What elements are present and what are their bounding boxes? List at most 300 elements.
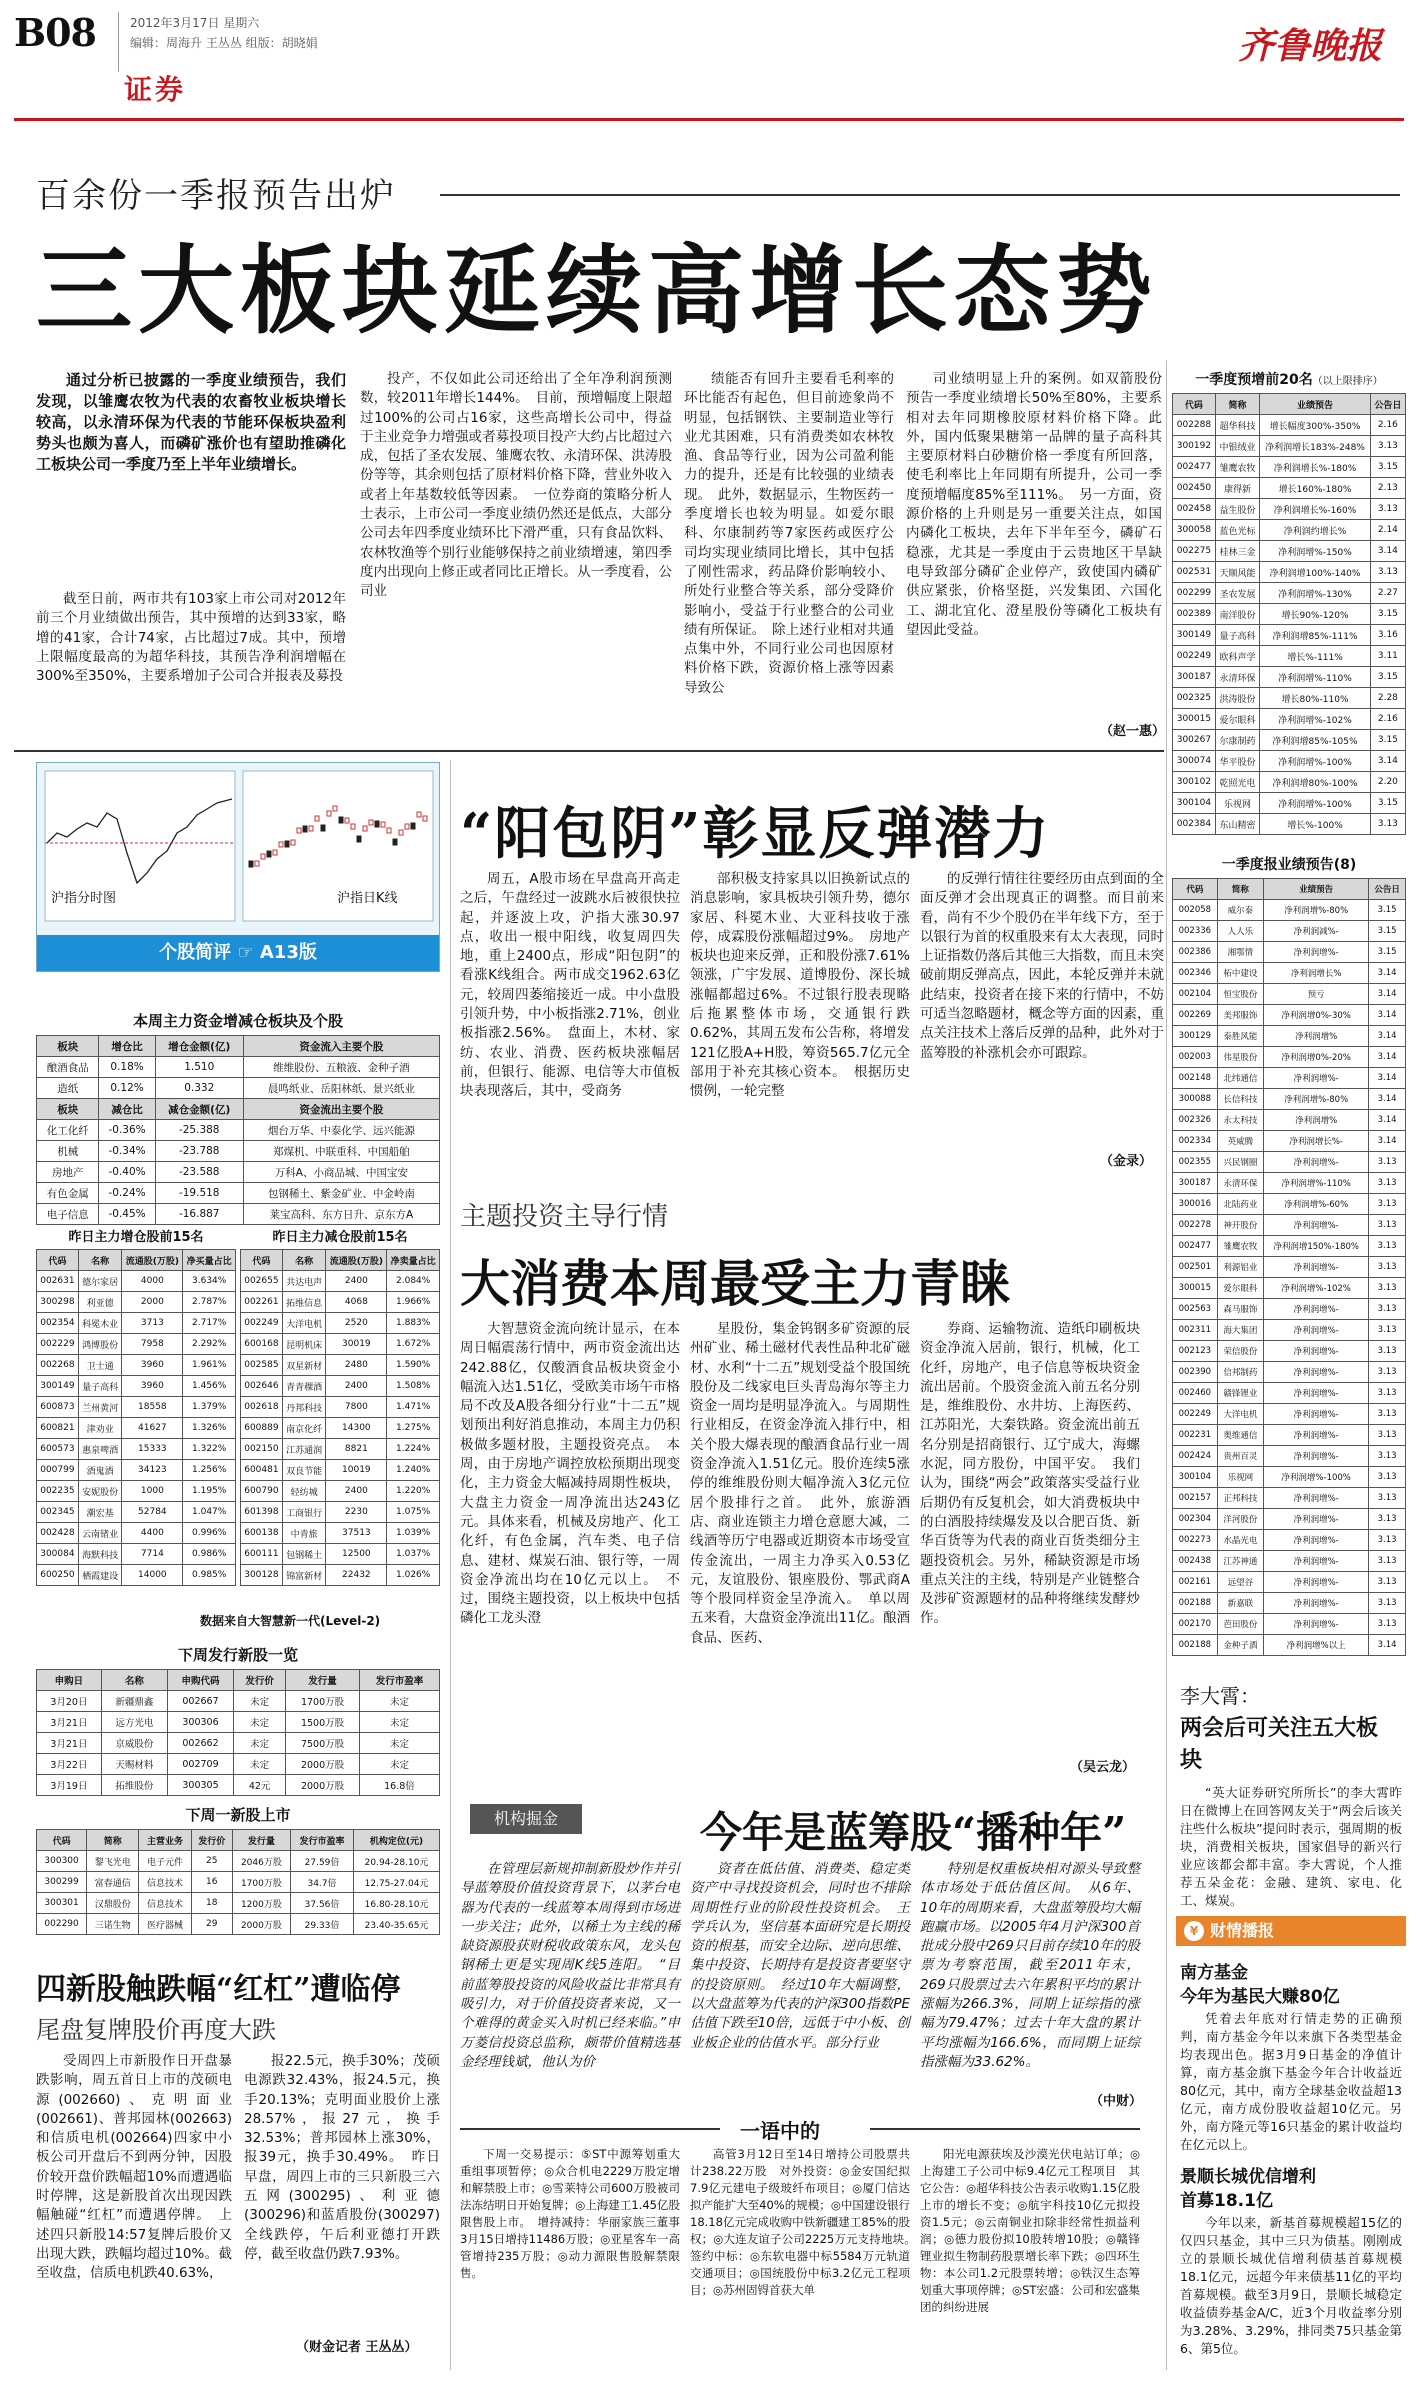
dec-cell: 002249 [241, 1313, 283, 1334]
flow-in-header: 增仓金额(亿) [155, 1036, 243, 1057]
flow-out-row [37, 1162, 440, 1183]
top20-cell: 圣农发展 [1215, 583, 1260, 604]
side-row [1173, 921, 1406, 942]
dec-row [241, 1313, 440, 1334]
inc-cell: 3.634% [183, 1271, 236, 1292]
side-header-3: 公告日 [1369, 879, 1406, 900]
inc-cell: 18558 [122, 1397, 183, 1418]
arrow-icon: ☞ [237, 942, 254, 963]
side-cell: 3.14 [1369, 1089, 1406, 1110]
top20-cell: 永清环保 [1215, 667, 1260, 688]
kline-candle [261, 854, 265, 859]
inc-row [37, 1565, 236, 1586]
flow-in-header: 资金流入主要个股 [243, 1036, 439, 1057]
kline-candle [285, 841, 289, 847]
side-cell: 300129 [1173, 1026, 1218, 1047]
top20-cell: 300187 [1173, 667, 1216, 688]
top20-cell: 2.20 [1370, 772, 1405, 793]
side-cell: 芭田股份 [1217, 1614, 1263, 1635]
dec-row [241, 1397, 440, 1418]
side-cell: 3.13 [1369, 1488, 1406, 1509]
side-row [1173, 1215, 1406, 1236]
side-row [1173, 1341, 1406, 1362]
dec-cell: 1.471% [387, 1397, 440, 1418]
ipo-week-title: 下周发行新股一览 [177, 1646, 298, 1664]
side-cell: 奥维通信 [1217, 1425, 1263, 1446]
inc-header-3: 净买量占比 [183, 1250, 236, 1271]
top20-cell: 2.16 [1370, 709, 1405, 730]
ipo-row [37, 1691, 440, 1712]
listing-header-1: 简称 [87, 1830, 139, 1851]
dec-cell: 1.590% [387, 1355, 440, 1376]
dec-row [241, 1565, 440, 1586]
kline-candle [303, 826, 307, 832]
side-row [1173, 984, 1406, 1005]
kline-candle [417, 812, 421, 817]
header-divider [118, 12, 119, 72]
ipo-cell: 3月20日 [37, 1691, 102, 1712]
inc-cell: 2000 [122, 1292, 183, 1313]
inc-cell: 惠泉啤酒 [78, 1439, 122, 1460]
side-cell: 3.13 [1369, 1614, 1406, 1635]
story1-col2: 投产，不仅如此公司还给出了全年净利润预测数，较2011年增长144%。 目前，预增幅度上限超过100%的公司占16家，这些高增长公司中，得益于主业竞争力增强或者募投项目投产大约占比超过六成，包括了圣农发展、雏鹰农牧、永清环保、洪涛股份等等，其余则包括了原材料价格下降，营业外收入或者上年基数较低等因素。 一位券商的策略分析人士表示，上市公司一季度业绩仍然还是低点，大部分公司去年四季度业绩环比下滑严重，只有食品饮料、农林牧渔等个别行业能够保持之前业绩增速，第四季度内出现向上修正或者同比正增长。从一季度看，公司业 [360, 371, 672, 600]
side-row [1173, 1530, 1406, 1551]
top20-header-3: 公告日 [1370, 394, 1405, 415]
dec-cell: 1.672% [387, 1334, 440, 1355]
side-cell: 3.13 [1369, 1446, 1406, 1467]
side-cell: 净利润增长%- [1264, 1131, 1369, 1152]
top20-cell: 尔康制药 [1215, 730, 1260, 751]
side-cell: 净利润增%- [1264, 1488, 1369, 1509]
dec-row [241, 1292, 440, 1313]
ipo-header-2: 申购代码 [167, 1670, 233, 1691]
top20-row [1173, 730, 1406, 751]
top20-row [1173, 583, 1406, 604]
ipo-cell: 未定 [359, 1712, 439, 1733]
inc-cell: 002345 [37, 1502, 79, 1523]
side-cell: 长信科技 [1217, 1089, 1263, 1110]
inc-cell: 1.047% [183, 1502, 236, 1523]
inc-row [37, 1397, 236, 1418]
top20-cell: 300074 [1173, 751, 1216, 772]
ipo-cell: 未定 [234, 1712, 286, 1733]
top20-cell: 雏鹰农牧 [1215, 457, 1260, 478]
kline-candle [249, 861, 253, 867]
section-title: 证券 [124, 73, 187, 106]
inc-row [37, 1502, 236, 1523]
top20-cell: 净利润增85%-111% [1260, 625, 1370, 646]
side-cell: 威尔泰 [1217, 900, 1263, 921]
paper-logo: 齐鲁晚报 [1238, 25, 1383, 67]
dec-cell: 1.039% [387, 1523, 440, 1544]
side-cell: 净利润增%-60% [1264, 1194, 1369, 1215]
top20-cell: 2.28 [1370, 688, 1405, 709]
top20-row [1173, 415, 1406, 436]
market-chart-svg [37, 763, 441, 933]
side-cell: 净利润增%-80% [1264, 900, 1369, 921]
capital-flow-box [36, 1006, 440, 1225]
dec-cell: 昆明机床 [282, 1334, 326, 1355]
inc-cell: 41627 [122, 1418, 183, 1439]
listing-row [37, 1851, 440, 1872]
side-cell: 3.14 [1369, 1005, 1406, 1026]
top20-cell: 2.16 [1370, 415, 1405, 436]
top20-cell: 净利润增%-100% [1260, 793, 1370, 814]
side-cell: 雏鹰农牧 [1217, 1236, 1263, 1257]
top20-cell: 华平股份 [1215, 751, 1260, 772]
top20-cell: 002384 [1173, 814, 1216, 835]
kline-candle [351, 824, 355, 829]
masthead-rule [14, 118, 1404, 121]
flow-out-cell: 电子信息 [37, 1204, 99, 1225]
side-cell: 002501 [1173, 1257, 1218, 1278]
dec-cell: 14300 [326, 1418, 387, 1439]
side-cell: 300088 [1173, 1089, 1218, 1110]
flow-out-row [37, 1120, 440, 1141]
inc-cell: 600821 [37, 1418, 79, 1439]
side-cell: 净利润增%- [1264, 1551, 1369, 1572]
flow-out-cell: -0.36% [99, 1120, 155, 1141]
flow-out-cell: -0.45% [99, 1204, 155, 1225]
dec-cell: 7800 [326, 1397, 387, 1418]
side-cell: 002304 [1173, 1509, 1218, 1530]
dec-row [241, 1502, 440, 1523]
side-cell: 3.14 [1369, 1068, 1406, 1089]
top20-cell: 乾照光电 [1215, 772, 1260, 793]
inc-cell: 600573 [37, 1439, 79, 1460]
side-cell: 柘中建设 [1217, 963, 1263, 984]
side-cell: 净利润增150%-180% [1264, 1236, 1369, 1257]
inc-cell: 潮宏基 [78, 1502, 122, 1523]
story5-col3: 特别是权重板块相对源头导致整体市场处于低估值区间。 从6年、10年的周期来看，大盘蓝筹股均大幅跑赢市场。以2005年4月沪深300首批成分股中269只目前存续10年的股票为考察范围，截至2011年末，269只股票过去六年累积平均的累计涨幅为266.3%，同期上证综指的涨幅为79.47%；过去十年大盘的累计平均涨幅为166.6%，而同期上证综指涨幅为33.62%。 [920, 1861, 1140, 2070]
story4-byline: （吴云龙） [1070, 1760, 1136, 1775]
side-cell: 净利润增%- [1264, 1362, 1369, 1383]
ipo-cell: 新疆鼎鑫 [101, 1691, 167, 1712]
dec-cell: 1.883% [387, 1313, 440, 1334]
top20-cell: 净利润增长%-180% [1260, 457, 1370, 478]
side-row [1173, 963, 1406, 984]
side-row [1173, 1278, 1406, 1299]
listing-cell: 25 [191, 1851, 232, 1872]
story5-col2: 资者在低估值、消费类、稳定类资产中寻找投资机会，同时也不排除周期性行业的阶段性投资机会。 王学兵认为，坚信基本面研究是长期投资的根基，而安全边际、逆向思维、集中投资、长期持有是投资者要坚守的投资原则。 经过10年大幅调整，以大盘蓝筹为代表的沪深300指数PE估值下跌至10倍，远低于中小板、创业板企业的估值水平。部分行业 [690, 1861, 910, 2051]
flow-out-cell: 万科A、小商品城、中国宝安 [243, 1162, 439, 1183]
dec-cell: 1.224% [387, 1439, 440, 1460]
side-cell: 利源铝业 [1217, 1257, 1263, 1278]
side-row [1173, 1383, 1406, 1404]
ipo-cell: 002662 [167, 1733, 233, 1754]
stock-review-banner[interactable]: 个股简评 ☞ A13版 [37, 935, 439, 971]
side-cell: 002438 [1173, 1551, 1218, 1572]
side-cell: 002104 [1173, 984, 1218, 1005]
top20-cell: 净利润增%-130% [1260, 583, 1370, 604]
story4-col1: 大智慧资金流向统计显示，在本周日幅震荡行情中，两市资金流出达242.88亿，仅酸酒食品板块资金小幅流入达1.51亿，受欧美市场午市格局不改及A股各细分行业“十二五”规划预出利好消息推动，本周主力仍积极做多题材股，主题投资亮点。 本周，由于房地产调控放松预期出现变化，主力资金大幅减持周期性板块，大盘主力资金一周净流出达243亿元。具体来看，机械及房地产、化工化纤，有色金属，汽车类、电子信息、建材、煤炭石油、银行等，一周资金净流出均在10亿元以上。 不过，围绕主题投资，以上板块中包括磷化工龙头澄 [460, 1321, 680, 1627]
top20-table-box [1172, 365, 1406, 835]
side-cell: 002170 [1173, 1614, 1218, 1635]
side-cell: 3.13 [1369, 1278, 1406, 1299]
top20-cell: 300192 [1173, 436, 1216, 457]
side-cell: 002058 [1173, 900, 1218, 921]
story5-tag: 机构掘金 [470, 1804, 582, 1834]
date-line: 2012年3月17日 星期六 [130, 16, 260, 30]
expert-headline: 两会后可关注五大板块 [1180, 1715, 1379, 1773]
top20-cell: 3.11 [1370, 646, 1405, 667]
fund-body1: 凭着去年底对行情走势的正确预判，南方基金今年以来旗下各类型基金均表现出色。据3月9日基金的净值计算，南方基金旗下基金今年合计收益近80亿元，其中，南方全球基金收益超13亿元，南方成份股收益超10亿元。另外，南方隆元等16只基金的累计收益均在亿元以上。 [1180, 2011, 1402, 2152]
side-cell: 002188 [1173, 1635, 1218, 1656]
listing-cell: 12.75-27.04元 [354, 1872, 440, 1893]
inc-cell: 量子高科 [78, 1376, 122, 1397]
flow-in-header-row [37, 1036, 440, 1057]
side-cell: 3.14 [1369, 1110, 1406, 1131]
inc-row [37, 1481, 236, 1502]
kline-candle [369, 820, 373, 825]
flow-out-row [37, 1183, 440, 1204]
dec-cell: 包钢稀土 [282, 1544, 326, 1565]
inc-row [37, 1460, 236, 1481]
side-cell: 湘鄂情 [1217, 942, 1263, 963]
top20-row [1173, 520, 1406, 541]
ipo-cell: 天赐材料 [101, 1754, 167, 1775]
ipo-week-table [36, 1669, 440, 1796]
inc-cell: 津劝业 [78, 1418, 122, 1439]
flow-in-header: 板块 [37, 1036, 99, 1057]
dec-cell: 拓维信息 [282, 1292, 326, 1313]
side-cell: 3.13 [1369, 1362, 1406, 1383]
side-cell: 远望谷 [1217, 1572, 1263, 1593]
side-row [1173, 1026, 1406, 1047]
flow-out-cell: 房地产 [37, 1162, 99, 1183]
dec-cell: 1.275% [387, 1418, 440, 1439]
dec-row [241, 1481, 440, 1502]
inc-cell: 云南锗业 [78, 1523, 122, 1544]
inc-row [37, 1271, 236, 1292]
flow-in-cell: 维维股份、五粮液、金种子酒 [243, 1057, 439, 1078]
side-cell: 净利润增%- [1264, 1257, 1369, 1278]
listing-week-box [36, 1800, 440, 1935]
top20-cell: 002325 [1173, 688, 1216, 709]
top20-cell: 2.27 [1370, 583, 1405, 604]
inc-header-0: 代码 [37, 1250, 79, 1271]
top20-cell: 002531 [1173, 562, 1216, 583]
inc-cell: 1.195% [183, 1481, 236, 1502]
kline-candle [357, 836, 361, 842]
inc-cell: 002631 [37, 1271, 79, 1292]
inc-cell: 科冕木业 [78, 1313, 122, 1334]
listing-cell: 37.56倍 [290, 1893, 353, 1914]
top20-cell: 增长80%-110% [1260, 688, 1370, 709]
side-cell: 正邦科技 [1217, 1488, 1263, 1509]
dec-cell: 1.026% [387, 1565, 440, 1586]
dec-row [241, 1418, 440, 1439]
side-cell: 002386 [1173, 942, 1218, 963]
side-cell: 3.13 [1369, 1551, 1406, 1572]
flow-in-row [37, 1078, 440, 1099]
side-cell: 净利润增%-110% [1264, 1173, 1369, 1194]
side-cell: 永太科技 [1217, 1110, 1263, 1131]
side-header-0: 代码 [1173, 879, 1218, 900]
top20-row [1173, 499, 1406, 520]
dec-cell: 2520 [326, 1313, 387, 1334]
ipo-row [37, 1712, 440, 1733]
side-cell: 002148 [1173, 1068, 1218, 1089]
dec-cell: 002646 [241, 1376, 283, 1397]
dec-cell: 600138 [241, 1523, 283, 1544]
ipo-row [37, 1733, 440, 1754]
side-cell: 净利润增%- [1264, 1320, 1369, 1341]
top20-cell: 3.13 [1370, 436, 1405, 457]
sentence-rule-right [870, 2128, 1140, 2130]
inc-cell: 14000 [122, 1565, 183, 1586]
top20-row [1173, 709, 1406, 730]
side-cell: 荣信股份 [1217, 1341, 1263, 1362]
dec-cell: 1.508% [387, 1376, 440, 1397]
top20-cell: 净利润增80%-100% [1260, 772, 1370, 793]
kline-candle [393, 839, 397, 845]
capital-flow-title: 本周主力资金增减仓板块及个股 [132, 1012, 343, 1030]
inc-cell: 34123 [122, 1460, 183, 1481]
listing-header-0: 代码 [37, 1830, 87, 1851]
side-cell: 伟星股份 [1217, 1047, 1263, 1068]
inc-cell: 4400 [122, 1523, 183, 1544]
side-cell: 002269 [1173, 1005, 1218, 1026]
flow-out-cell: -19.518 [155, 1183, 243, 1204]
side-cell: 净利润增%- [1264, 1446, 1369, 1467]
story4-col2: 星股份，集金钨钢多矿资源的辰州矿业、稀土磁材代表性品种北矿磁材、水利“十二五”规划受益个股国统股份及二线家电巨头青岛海尔等主力资金一周均是明显净流入。与周期性行业相反，在资金净流入排行中，相关个股大爆表现的酿酒食品行业一周资金净流入1.51亿元。股价连续5涨停的维维股份则大幅净流入3亿元位居个股排行之首。 此外，旅游酒店、商业连锁主力增仓意愿大减，二线酒等历宁电器或近期资本市场受宣传金流出，一周主力净买入0.53亿元，友谊股份、银座股份、鄂武商A等个股同样资金呈净流入。 单以周五来看，大盘资金净流出11亿。酿酒食品、医药、 [690, 1321, 910, 1646]
side-cell: 金种子酒 [1217, 1635, 1263, 1656]
ipo-cell: 未定 [359, 1754, 439, 1775]
listing-cell: 300299 [37, 1872, 87, 1893]
listing-cell: 300300 [37, 1851, 87, 1872]
dec-cell: 1.220% [387, 1481, 440, 1502]
top20-cell: 002477 [1173, 457, 1216, 478]
side-cell: 3.14 [1369, 1026, 1406, 1047]
intraday-label: 沪指分时图 [51, 891, 117, 906]
flow-out-cell: -0.24% [99, 1183, 155, 1204]
story3-byline: （财金记者 王丛丛） [296, 2340, 418, 2355]
top20-row [1173, 604, 1406, 625]
top20-cell: 2.14 [1370, 520, 1405, 541]
inc-cell: 300084 [37, 1544, 79, 1565]
side-cell: 洋河股份 [1217, 1509, 1263, 1530]
story1-kicker: 百余份一季报预告出炉 [36, 176, 396, 216]
listing-cell: 34.7倍 [290, 1872, 353, 1893]
ipo-cell: 002667 [167, 1691, 233, 1712]
top20-row [1173, 457, 1406, 478]
ipo-cell: 7500万股 [286, 1733, 360, 1754]
kline-label: 沪指日K线 [337, 891, 398, 906]
top20-cell: 净利润增长183%-248% [1260, 436, 1370, 457]
side-cell: 净利润增%以上 [1264, 1635, 1369, 1656]
dec-top15-box [240, 1222, 440, 1586]
top20-header-2: 业绩预告 [1260, 394, 1370, 415]
listing-cell: 三诺生物 [87, 1914, 139, 1935]
top20-cell: 蓝色光标 [1215, 520, 1260, 541]
side-cell: 300015 [1173, 1278, 1218, 1299]
inc-cell: 3713 [122, 1313, 183, 1334]
inc-cell: 利亚德 [78, 1292, 122, 1313]
side-cell: 新嘉联 [1217, 1593, 1263, 1614]
side-row [1173, 1425, 1406, 1446]
dec-cell: 002585 [241, 1355, 283, 1376]
top20-cell: 净利润增%-110% [1260, 667, 1370, 688]
listing-cell: 信息技术 [139, 1872, 191, 1893]
side-row [1173, 1551, 1406, 1572]
dec-cell: 600481 [241, 1460, 283, 1481]
side-cell: 净利润增%- [1264, 1425, 1369, 1446]
ipo-week-box [36, 1640, 440, 1796]
story1-lead: 通过分析已披露的一季度业绩预告，我们发现，以雏鹰农牧为代表的农畜牧业板块增长较高，以永清环保为代表的节能环保板块盈利势头也颇为喜人，而磷矿涨价也有望助推磷化工板块公司一季度乃至上半年业绩增长。 [36, 371, 346, 473]
kline-candle [363, 826, 367, 831]
side-row [1173, 1320, 1406, 1341]
ipo-cell: 未定 [359, 1691, 439, 1712]
story5-byline: （中财） [1090, 2094, 1143, 2109]
side-header-1: 简称 [1217, 879, 1263, 900]
side-row [1173, 1194, 1406, 1215]
inc-cell: 3960 [122, 1376, 183, 1397]
listing-cell: 16 [191, 1872, 232, 1893]
kline-candle [375, 821, 379, 827]
top20-cell: 3.13 [1370, 814, 1405, 835]
inc-top15-box [36, 1222, 236, 1586]
side-cell: 002123 [1173, 1341, 1218, 1362]
side-row [1173, 900, 1406, 921]
side-cell: 3.13 [1369, 1236, 1406, 1257]
flow-out-cell: 烟台万华、中泰化学、远兴能源 [243, 1120, 439, 1141]
side-cell: 恒宝股份 [1217, 984, 1263, 1005]
dec-row [241, 1460, 440, 1481]
story3-headline: 四新股触跌幅“红杠”遭临停 [36, 1972, 401, 2007]
dec-header-2: 流通股(万股) [326, 1250, 387, 1271]
story2-headline: “阳包阴”彰显反弹潜力 [460, 801, 1051, 867]
flow-in-cell: 酿酒食品 [37, 1057, 99, 1078]
kline-candle [255, 861, 259, 866]
side-cell: 净利润增%- [1264, 1068, 1369, 1089]
side-cell: 净利润增%- [1264, 1215, 1369, 1236]
listing-cell: 002290 [37, 1914, 87, 1935]
side-cell: 净利润增%- [1264, 1341, 1369, 1362]
story1-col4: 司业绩明显上升的案例。如双箭股份预告一季度业绩增长50%至80%，主要系相对去年同期橡胶原材料价格下降。此外，国内低聚果糖第一品牌的量子高科其主要原材料白砂糖价格一季度有所回落，使毛利率比上年同期有所提升，公司一季度预增幅度85%至111%。 另一方面，资源价格的上升则是另一重要关注点，如国内磷化工板块，去年下半年至今，磷矿石稳涨，尤其是一季度由于云贵地区干旱缺电导致部分磷矿企业停产，致使国内磷矿供应紧张，价格坚挺，兴发集团、六国化工、湖北宜化、澄星股份等磷化工板块有望因此受益。 [906, 371, 1162, 638]
inc-cell: 3960 [122, 1355, 183, 1376]
dec-row [241, 1439, 440, 1460]
inc-cell: 兰州黄河 [78, 1397, 122, 1418]
top20-cell: 300058 [1173, 520, 1216, 541]
listing-cell: 1700万股 [232, 1872, 290, 1893]
side-cell: 海大集团 [1217, 1320, 1263, 1341]
kline-candle [399, 830, 403, 835]
listing-cell: 23.40-35.65元 [354, 1914, 440, 1935]
top20-cell: 爱尔眼科 [1215, 709, 1260, 730]
side-cell: 002355 [1173, 1152, 1218, 1173]
side-table [1172, 878, 1406, 1656]
top20-cell: 量子高科 [1215, 625, 1260, 646]
dec-cell: 37513 [326, 1523, 387, 1544]
dec-row [241, 1376, 440, 1397]
side-cell: 净利润增%- [1264, 1152, 1369, 1173]
side-cell: 净利润增%- [1264, 942, 1369, 963]
side-row [1173, 1593, 1406, 1614]
kline-candle [411, 823, 415, 829]
sentence-col1: 下周一交易提示：⑤ST中源筹划重大重组事项暂停；◎众合机电2229万股定增和解禁股上市；◎雪莱特公司600万股被司法冻结明日开始复牌；◎上海建工1.45亿股限售股上市。 增持减持：华丽家族三董事3月15日增持11486万股；◎亚星客车一高管增持235万股；◎动力源限售股解禁限售。 [460, 2147, 680, 2280]
side-row [1173, 1152, 1406, 1173]
side-cell: 3.13 [1369, 1194, 1406, 1215]
side-cell: 净利润增长% [1264, 963, 1369, 984]
inc-cell: 52784 [122, 1502, 183, 1523]
dec-cell: 2230 [326, 1502, 387, 1523]
listing-header-5: 发行市盈率 [290, 1830, 353, 1851]
inc-cell: 600873 [37, 1397, 79, 1418]
listing-header-2: 主营业务 [139, 1830, 191, 1851]
flow-out-cell: -25.388 [155, 1120, 243, 1141]
ipo-header-1: 名称 [101, 1670, 167, 1691]
